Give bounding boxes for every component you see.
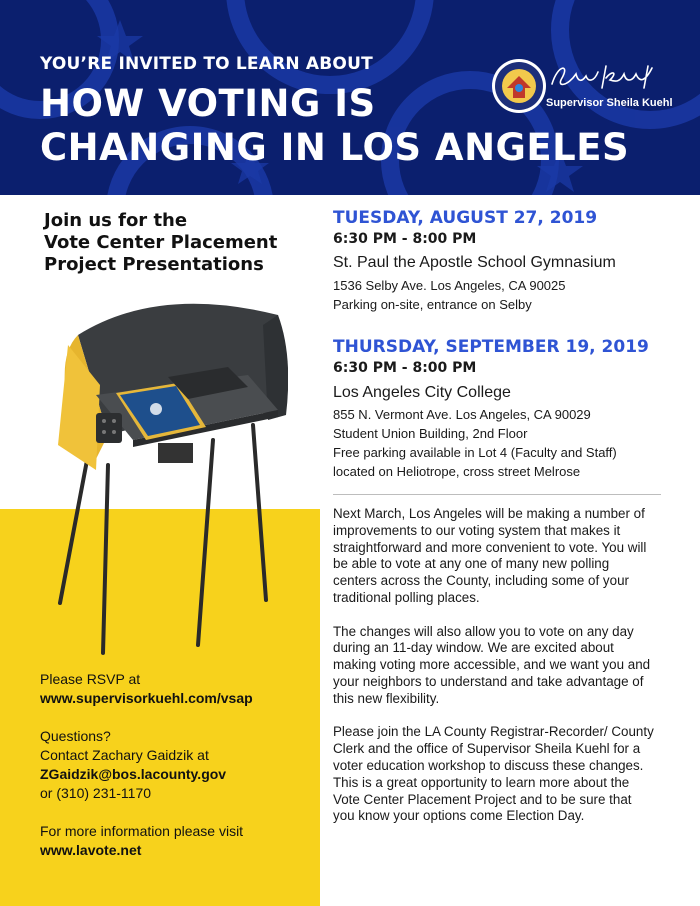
event-time: 6:30 PM - 8:00 PM bbox=[333, 231, 477, 247]
event-time: 6:30 PM - 8:00 PM bbox=[333, 360, 477, 376]
body-text bbox=[333, 506, 655, 842]
event-venue: Los Angeles City College bbox=[333, 384, 511, 401]
signature-icon bbox=[548, 60, 660, 92]
join-line-2: Vote Center Placement bbox=[44, 232, 278, 253]
event-address: 1536 Selby Ave. Los Angeles, CA 90025 bbox=[333, 278, 566, 293]
event-venue: St. Paul the Apostle School Gymnasium bbox=[333, 254, 616, 271]
rsvp-label: Please RSVP at bbox=[40, 671, 141, 687]
divider bbox=[333, 494, 661, 495]
event-parking: Parking on-site, entrance on Selby bbox=[333, 297, 532, 312]
contact-email-link[interactable]: ZGaidzik@bos.lacounty.gov bbox=[40, 766, 227, 782]
county-seal-icon bbox=[491, 58, 547, 114]
body-paragraph-2: The changes will also allow you to vote on any day during an 11-day window. We are excited about making voting more accessible, and we want you and your neighbors to understand and take advantage of this new flexibility. bbox=[333, 623, 651, 706]
title-line-1: HOW VOTING IS bbox=[40, 82, 376, 125]
rsvp-link[interactable]: www.supervisorkuehl.com/vsap bbox=[40, 690, 253, 706]
questions-label: Questions? bbox=[40, 728, 111, 744]
contact-line: Contact Zachary Gaidzik at bbox=[40, 747, 209, 763]
rsvp-block bbox=[40, 670, 320, 860]
event-building: Student Union Building, 2nd Floor bbox=[333, 426, 528, 441]
event-address: 855 N. Vermont Ave. Los Angeles, CA 90029 bbox=[333, 407, 591, 422]
join-line-1: Join us for the bbox=[44, 210, 188, 231]
header-banner bbox=[0, 0, 700, 195]
title-line-2: CHANGING IN LOS ANGELES bbox=[40, 126, 630, 169]
event-1 bbox=[333, 208, 673, 314]
event-parking: Free parking available in Lot 4 (Faculty and Staff) bbox=[333, 445, 617, 460]
body-paragraph-3: Please join the LA County Registrar-Recorder/ County Clerk and the office of Supervisor Sheila Kuehl for a voter education workshop to discuss these changes. This is a great opportunity to learn more about the Vote Center Placement Project and to be sure that you know your options come Election Day. bbox=[333, 724, 654, 824]
event-2 bbox=[333, 337, 673, 481]
event-location-note: located on Heliotrope, cross street Melrose bbox=[333, 464, 581, 479]
join-heading bbox=[44, 210, 319, 276]
join-line-3: Project Presentations bbox=[44, 254, 264, 275]
voting-booth-icon bbox=[38, 295, 288, 655]
event-date: THURSDAY, SEPTEMBER 19, 2019 bbox=[333, 337, 649, 357]
supervisor-name: Supervisor Sheila Kuehl bbox=[546, 97, 673, 109]
contact-phone: or (310) 231-1170 bbox=[40, 785, 152, 801]
event-date: TUESDAY, AUGUST 27, 2019 bbox=[333, 208, 598, 228]
header-kicker: YOU’RE INVITED TO LEARN ABOUT bbox=[40, 54, 373, 74]
more-info-label: For more information please visit bbox=[40, 823, 244, 839]
body-paragraph-1: Next March, Los Angeles will be making a number of improvements to our voting system that makes it straightforward and more convenient to vote. You will be able to vote at any one of many new polling centers across the County, including some of your traditional polling places. bbox=[333, 506, 647, 605]
more-info-link[interactable]: www.lavote.net bbox=[40, 842, 142, 858]
